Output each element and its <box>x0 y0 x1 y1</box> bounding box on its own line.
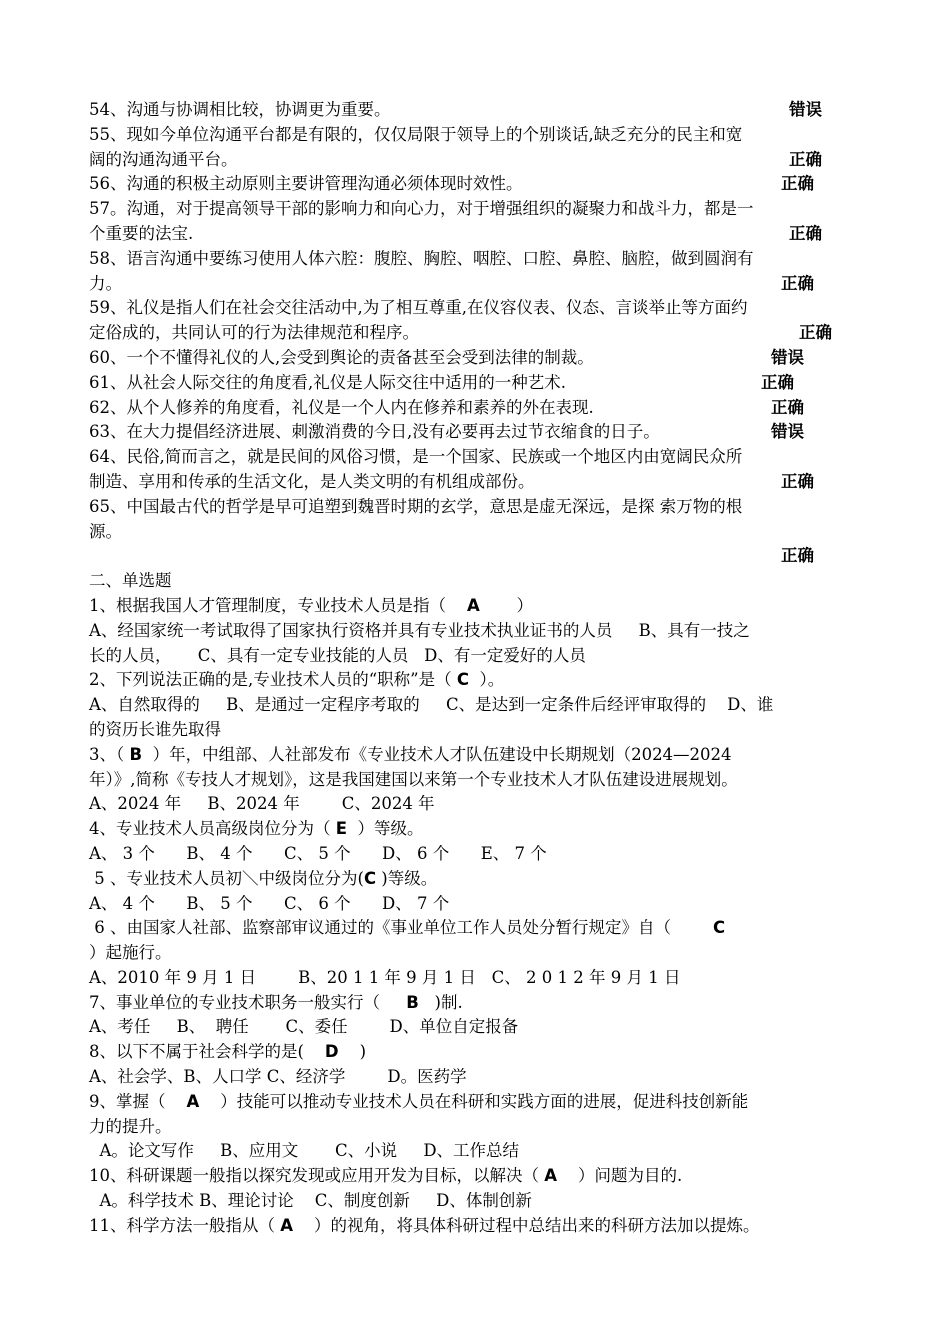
mc-question-stem: 6 、由国家人社部、监察部审议通过的《事业单位工作人员处分暂行规定》自（ <box>89 918 713 938</box>
tf-question-text: 力。 <box>89 273 122 293</box>
mc-question-stem: 8、以下不属于社会科学的是( <box>89 1042 325 1062</box>
tf-question-text: 54、沟通与协调相比较，协调更为重要。 <box>89 100 391 119</box>
tf-question-text: 65、中国最古代的哲学是早可追塑到魏晋时期的玄学，意思是虚无深远，是探 索万物的根 <box>89 496 743 516</box>
mc-question-stem-end: ） <box>479 595 533 615</box>
mc-question-10 <box>89 1164 861 1214</box>
tf-item-57 <box>89 197 861 247</box>
tf-answer: 正确 <box>761 372 794 392</box>
tf-question-text: 定俗成的，共同认可的行为法律规范和程序。 <box>89 323 419 343</box>
tf-answer: 正确 <box>781 174 814 194</box>
mc-answer: C <box>712 918 726 938</box>
mc-option-line: A。论文写作 B、应用文 C、小说 D、工作总结 <box>89 1141 520 1161</box>
tf-answer: 正确 <box>771 397 804 417</box>
tf-item-59 <box>89 296 861 346</box>
document-page <box>89 98 861 1239</box>
mc-answer: A <box>466 595 480 615</box>
tf-question-text: 64、民俗,简而言之，就是民间的风俗习惯，是一个国家、民族或一个地区内由宽阔民众所 <box>89 447 743 467</box>
mc-question-stem: 9、掌握（ <box>89 1091 187 1111</box>
mc-question-stem-end: ) <box>338 1042 367 1062</box>
tf-question-text: 60、一个不懂得礼仪的人,会受到舆论的责备甚至会受到法律的制裁。 <box>89 347 594 367</box>
mc-question-stem: 4、专业技术人员高级岗位分为（ <box>89 819 336 839</box>
mc-question-6 <box>89 916 861 990</box>
mc-option-line: 长的人员， C、具有一定专业技能的人员 D、有一定爱好的人员 <box>89 645 586 665</box>
mc-answer: A <box>544 1166 558 1186</box>
mc-question-3 <box>89 743 861 817</box>
mc-question-stem: 10、科研课题一般指以探究发现或应用开发为目标，以解决（ <box>89 1166 545 1186</box>
mc-question-9 <box>89 1090 861 1164</box>
mc-answer: B <box>129 744 143 764</box>
mc-answer: C <box>456 670 469 690</box>
mc-option-line: A。科学技术 B、理论讨论 C、制度创新 D、体制创新 <box>89 1191 532 1211</box>
mc-option-line: A、2010 年 9 月 1 日 B、20 1 1 年 9 月 1 日 C、 2 0 1 2 年 9 月 1 日 <box>89 967 681 987</box>
section-title: 二、单选题 <box>89 571 172 591</box>
mc-question-stem: 3、（ <box>89 744 130 764</box>
mc-question-stem: 5 、专业技术人员初＼中级岗位分为( <box>89 868 364 888</box>
tf-question-text: 56、沟通的积极主动原则主要讲管理沟通必须体现时效性。 <box>89 174 523 194</box>
mc-answer: B <box>406 992 419 1012</box>
tf-question-text: 个重要的法宝. <box>89 223 194 243</box>
tf-item-65 <box>89 495 861 569</box>
mc-question-stem-end: ）年，中组部、人社部发布《专业技术人才队伍建设中长期规划（2024—2024 <box>142 744 732 764</box>
mc-question-stem-end: )等级。 <box>376 868 438 888</box>
mc-question-2 <box>89 668 861 742</box>
mc-question-stem: 7、事业单位的专业技术职务一般实行（ <box>89 992 407 1012</box>
tf-item-63 <box>89 420 861 445</box>
tf-question-text: 源。 <box>89 521 122 541</box>
mc-answer: A <box>280 1215 294 1235</box>
mc-question-stem-end: ）问题为目的. <box>557 1166 683 1186</box>
true-false-section <box>89 98 861 569</box>
mc-option-line: A、自然取得的 B、是通过一定程序考取的 C、是达到一定条件后经评审取得的 D、谁 <box>89 695 774 715</box>
mc-question-stem-end: ）。 <box>468 670 505 690</box>
tf-question-text: 59、礼仪是指人们在社会交往活动中,为了相互尊重,在仪容仪表、仪态、言谈举止等方面约 <box>89 298 748 318</box>
tf-item-56 <box>89 172 861 197</box>
tf-question-text: 58、语言沟通中要练习使用人体六腔：腹腔、胸腔、咽腔、口腔、鼻腔、脑腔，做到圆润有 <box>89 248 754 268</box>
tf-question-text: 制造、享用和传承的生活文化，是人类文明的有机组成部份。 <box>89 471 535 491</box>
mc-question-stem-cont: ）起施行。 <box>89 943 172 963</box>
tf-answer: 正确 <box>799 323 832 343</box>
tf-answer: 正确 <box>789 149 822 169</box>
mc-question-stem: 11、科学方法一般指从（ <box>89 1215 281 1235</box>
tf-answer: 错误 <box>771 347 804 367</box>
tf-item-55 <box>89 123 861 173</box>
mc-question-1 <box>89 594 861 668</box>
tf-item-60 <box>89 346 861 371</box>
mc-answer: C <box>363 868 377 888</box>
tf-question-text: 63、在大力提倡经济进展、刺激消费的今日,没有必要再去过节衣缩食的日子。 <box>89 422 660 442</box>
tf-question-text: 57。沟通，对于提高领导干部的影响力和向心力，对于增强组织的凝聚力和战斗力，都是一 <box>89 199 754 219</box>
tf-item-61 <box>89 371 861 396</box>
tf-item-64 <box>89 445 861 495</box>
tf-item-62 <box>89 396 861 421</box>
tf-answer: 错误 <box>789 100 822 119</box>
mc-question-5 <box>89 867 861 917</box>
tf-answer: 正确 <box>789 223 822 243</box>
mc-option-line: A、社会学、B、人口学 C、经济学 D。医药学 <box>89 1067 467 1087</box>
tf-item-58 <box>89 247 861 297</box>
single-choice-section <box>89 594 861 1239</box>
mc-question-11 <box>89 1214 861 1239</box>
mc-option-line: A、 4 个 B、 5 个 C、 6 个 D、 7 个 <box>89 893 450 913</box>
mc-question-stem-end: ）技能可以推动专业技术人员在科研和实践方面的进展，促进科技创新能 <box>199 1091 749 1111</box>
tf-answer: 正确 <box>781 471 814 491</box>
mc-question-stem-end: ）的视角，将具体科研过程中总结出来的科研方法加以提炼。 <box>293 1215 760 1235</box>
mc-option-line: A、2024 年 B、2024 年 C、2024 年 <box>89 794 435 814</box>
tf-answer: 正确 <box>781 273 814 293</box>
mc-option-line: 的资历长谁先取得 <box>89 719 221 739</box>
mc-question-stem-end: ）等级。 <box>347 819 424 839</box>
tf-item-54 <box>89 98 861 123</box>
tf-question-text: 61、从社会人际交往的角度看,礼仪是人际交往中适用的一种艺术. <box>89 372 566 392</box>
tf-question-text: 62、从个人修养的角度看，礼仪是一个人内在修养和素养的外在表现. <box>89 397 594 417</box>
mc-question-stem-cont: 力的提升。 <box>89 1116 172 1136</box>
tf-question-text: 55、现如今单位沟通平台都是有限的，仅仅局限于领导上的个别谈话,缺乏充分的民主和宽 <box>89 124 743 144</box>
mc-option-line: A、考任 B、 聘任 C、委任 D、单位自定报备 <box>89 1017 519 1037</box>
mc-question-stem: 2、下列说法正确的是,专业技术人员的“职称”是（ <box>89 670 457 690</box>
mc-answer: A <box>186 1091 200 1111</box>
mc-question-7 <box>89 991 861 1041</box>
mc-question-8 <box>89 1040 861 1090</box>
mc-question-stem-end: )制. <box>418 992 463 1012</box>
mc-option-line: A、 3 个 B、 4 个 C、 5 个 D、 6 个 E、 7 个 <box>89 843 547 863</box>
mc-answer: E <box>335 819 348 839</box>
tf-answer: 错误 <box>771 422 804 442</box>
mc-question-stem-cont: 年）》,简称《专技人才规划》，这是我国建国以来第一个专业技术人才队伍建设进展规划。 <box>89 769 738 789</box>
mc-option-line: A、经国家统一考试取得了国家执行资格并具有专业技术执业证书的人员 B、具有一技之 <box>89 620 750 640</box>
mc-answer: D <box>324 1042 339 1062</box>
mc-question-4 <box>89 817 861 867</box>
mc-question-stem: 1、根据我国人才管理制度，专业技术人员是指（ <box>89 595 467 615</box>
tf-question-text: 阔的沟通沟通平台。 <box>89 149 238 169</box>
tf-answer: 正确 <box>781 546 814 566</box>
